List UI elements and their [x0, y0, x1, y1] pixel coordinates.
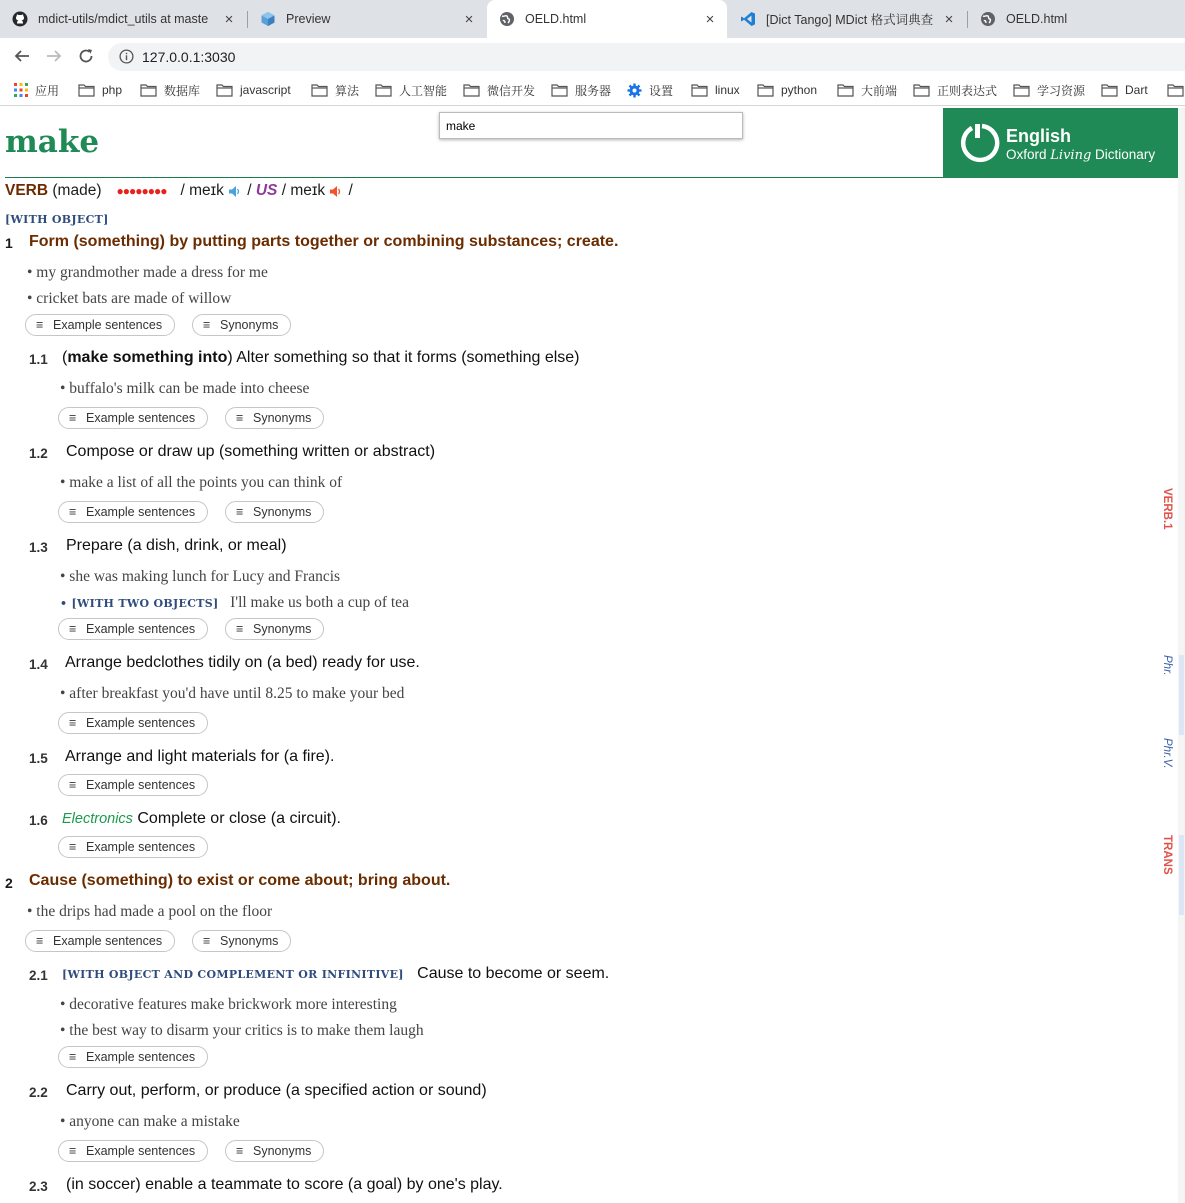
list-icon: ≡	[69, 411, 77, 425]
example-sentences-button[interactable]: ≡ Example sentences	[58, 1046, 208, 1068]
list-icon: ≡	[203, 318, 211, 332]
folder-icon	[1167, 83, 1184, 97]
pron-slash: /	[247, 182, 252, 199]
list-icon: ≡	[36, 934, 44, 948]
address-text[interactable]: 127.0.0.1:3030	[142, 49, 236, 65]
oxford-logo	[943, 108, 1178, 178]
bookmark-label: linux	[715, 83, 740, 97]
sense-number: 1	[5, 235, 13, 251]
scrollbar-marker	[1179, 655, 1184, 735]
sidenav-verb-1[interactable]: VERB.1	[1161, 488, 1173, 530]
example-text: • buffalo's milk can be made into cheese	[60, 380, 310, 397]
example-text: • the best way to disarm your critics is to make them laugh	[60, 1022, 424, 1039]
synonyms-button[interactable]: ≡ Synonyms	[225, 501, 324, 523]
bookmark-label: 应用	[35, 83, 60, 98]
bookmark-folder[interactable]	[837, 82, 897, 98]
tab-github[interactable]	[0, 0, 246, 38]
synonyms-button[interactable]: ≡ Synonyms	[192, 314, 291, 336]
example-text: • cricket bats are made of willow	[27, 290, 232, 307]
list-icon: ≡	[69, 1050, 77, 1064]
example-sentences-button[interactable]: ≡ Example sentences	[58, 618, 208, 640]
oxford-circle-icon	[958, 122, 1000, 164]
example-text: • my grandmother made a dress for me	[27, 264, 268, 281]
pron-us-label: US	[255, 182, 278, 199]
tab-oeld-2[interactable]	[968, 0, 1185, 38]
headword: make	[5, 124, 100, 160]
sense-number: 2.1	[29, 968, 48, 983]
example-sentences-button[interactable]: ≡ Example sentences	[58, 1140, 208, 1162]
synonyms-button[interactable]: ≡ Synonyms	[225, 1140, 324, 1162]
sense-number: 1.2	[29, 446, 48, 461]
list-icon: ≡	[69, 716, 77, 730]
synonyms-button[interactable]: ≡ Synonyms	[225, 618, 324, 640]
sense-definition: Form (something) by putting parts together or combining substances; create.	[29, 233, 619, 250]
bookmark-folder-overflow[interactable]	[1167, 82, 1185, 98]
bookmark-label: 人工智能	[399, 83, 448, 98]
example-text: • the drips had made a pool on the floor	[27, 903, 273, 920]
sense-number: 2.3	[29, 1179, 48, 1194]
list-icon: ≡	[69, 1144, 77, 1158]
sense-number: 1.1	[29, 352, 48, 367]
tab-oeld-active[interactable]	[487, 0, 727, 38]
tab-title: OELD.html	[1006, 12, 1068, 26]
bookmark-folder[interactable]	[140, 82, 200, 98]
cube-icon	[260, 11, 276, 27]
folder-icon	[837, 83, 854, 97]
folder-icon	[913, 83, 930, 97]
logo-english: English	[1006, 126, 1072, 146]
sense-definition: Electronics Complete or close (a circuit).	[62, 810, 341, 827]
bookmark-label: javascript	[240, 83, 291, 97]
bookmark-folder[interactable]	[1013, 82, 1085, 98]
list-icon: ≡	[69, 778, 77, 792]
list-icon: ≡	[69, 505, 77, 519]
tab-preview[interactable]	[248, 0, 486, 38]
sense-definition: (in soccer) enable a teammate to score (a goal) by one's play.	[66, 1176, 503, 1193]
tab-title: mdict-utils/mdict_utils at maste	[38, 12, 209, 26]
folder-icon	[140, 83, 157, 97]
folder-icon	[375, 83, 392, 97]
part-of-speech: VERB	[5, 182, 49, 199]
bookmark-folder[interactable]	[216, 82, 291, 98]
folder-icon	[78, 83, 95, 97]
speaker-us-icon[interactable]	[329, 185, 342, 198]
list-icon: ≡	[236, 505, 244, 519]
close-icon[interactable]: ×	[224, 10, 234, 28]
sense-definition: (make something into) Alter something so that it forms (something else)	[62, 349, 580, 366]
apps-grid-icon	[14, 83, 28, 97]
speaker-uk-icon[interactable]	[228, 185, 241, 198]
bookmark-apps[interactable]	[14, 82, 59, 98]
example-sentences-button[interactable]: ≡ Example sentences	[58, 407, 208, 429]
folder-icon	[1101, 83, 1118, 97]
sense-definition: Arrange and light materials for (a fire).	[65, 748, 335, 765]
example-sentences-button[interactable]: ≡ Example sentences	[58, 836, 208, 858]
bookmark-label: 算法	[335, 83, 360, 98]
list-icon: ≡	[236, 411, 244, 425]
bookmark-label: php	[102, 83, 123, 97]
bookmark-label: 设置	[649, 83, 674, 98]
list-icon: ≡	[236, 622, 244, 636]
bookmark-folder[interactable]	[311, 82, 359, 98]
synonyms-button[interactable]: ≡ Synonyms	[192, 930, 291, 952]
sense-number: 2.2	[29, 1085, 48, 1100]
bookmark-folder[interactable]	[78, 82, 122, 98]
bookmark-settings[interactable]	[627, 82, 673, 98]
folder-icon	[551, 83, 568, 97]
globe-icon	[980, 11, 996, 27]
address-bar[interactable]	[108, 43, 1185, 71]
grammar-label: [WITH OBJECT AND COMPLEMENT OR INFINITIVE]	[62, 968, 404, 981]
sense-definition: Cause (something) to exist or come about; bring about.	[29, 872, 451, 889]
sense-definition: Arrange bedclothes tidily on (a bed) ready for use.	[65, 654, 420, 671]
example-sentences-button[interactable]: ≡ Example sentences	[25, 314, 175, 336]
sense-definition: [WITH OBJECT AND COMPLEMENT OR INFINITIVE] Cause to become or seem.	[62, 965, 610, 982]
close-icon[interactable]: ×	[464, 10, 474, 28]
close-icon[interactable]: ×	[944, 10, 954, 28]
sidenav-translations[interactable]: TRANS	[1161, 835, 1173, 875]
back-arrow-icon[interactable]	[12, 46, 32, 66]
example-text: • anyone can make a mistake	[60, 1113, 240, 1130]
bookmark-folder[interactable]	[757, 82, 817, 98]
bookmark-folder[interactable]	[1101, 82, 1148, 98]
sense-number: 1.5	[29, 751, 48, 766]
list-icon: ≡	[203, 934, 211, 948]
globe-icon	[499, 11, 515, 27]
scrollbar-marker	[1179, 835, 1184, 915]
bookmark-folder[interactable]	[913, 82, 997, 98]
sense-definition: Carry out, perform, or produce (a specified action or sound)	[66, 1082, 487, 1099]
bookmark-folder[interactable]	[375, 82, 447, 98]
tab-title: Preview	[286, 12, 331, 26]
pos-line	[5, 182, 353, 200]
frequency-dots: ●●●●●●●●	[116, 184, 167, 198]
folder-icon	[463, 83, 480, 97]
header-rule	[5, 177, 943, 178]
list-icon: ≡	[36, 318, 44, 332]
example-text: • she was making lunch for Lucy and Francis	[60, 568, 341, 585]
folder-icon	[311, 83, 328, 97]
tab-dict-tango[interactable]	[728, 0, 966, 38]
list-icon: ≡	[69, 622, 77, 636]
example-sentences-button[interactable]: ≡ Example sentences	[58, 774, 208, 796]
github-icon	[12, 11, 28, 27]
inflection: (made)	[52, 182, 102, 199]
close-icon[interactable]: ×	[705, 10, 715, 28]
bookmark-label: 学习资源	[1037, 83, 1086, 98]
sense-number: 2	[5, 875, 13, 891]
sense-definition: Prepare (a dish, drink, or meal)	[66, 537, 287, 554]
bookmark-folder[interactable]	[691, 82, 740, 98]
tab-title: [Dict Tango] MDict 格式词典查	[766, 13, 934, 27]
gear-icon	[627, 83, 642, 98]
folder-icon	[216, 83, 233, 97]
example-with-grammar: • [WITH TWO OBJECTS] I'll make us both a cup of tea	[60, 594, 409, 611]
search-input[interactable]	[439, 112, 743, 139]
sidenav-phrasal-verbs[interactable]: Phr.V.	[1161, 738, 1173, 769]
sense-number: 1.6	[29, 813, 48, 828]
example-text: • decorative features make brickwork more interesting	[60, 996, 397, 1013]
bookmark-label: 正则表达式	[937, 83, 998, 98]
folder-icon	[757, 83, 774, 97]
pron-us: / meɪk	[281, 182, 326, 199]
bookmark-label: 大前端	[861, 83, 898, 98]
bookmark-label: 数据库	[164, 83, 201, 98]
example-text: • after breakfast you'd have until 8.25 to make your bed	[60, 685, 405, 702]
folder-icon	[1013, 83, 1030, 97]
example-text: • make a list of all the points you can think of	[60, 474, 343, 491]
bookmark-folder[interactable]	[551, 82, 611, 98]
example-sentences-button[interactable]: ≡ Example sentences	[58, 501, 208, 523]
info-icon[interactable]	[119, 49, 134, 69]
domain-label: Electronics	[62, 811, 133, 827]
reload-icon[interactable]	[76, 46, 96, 66]
bookmark-label: Dart	[1125, 83, 1148, 97]
vscode-icon	[740, 11, 756, 27]
pron-uk: / meɪk	[180, 182, 224, 199]
grammar-label: [WITH OBJECT]	[5, 213, 109, 226]
forward-arrow-icon[interactable]	[44, 46, 64, 66]
list-icon: ≡	[236, 1144, 244, 1158]
bookmark-folder[interactable]	[463, 82, 535, 98]
list-icon: ≡	[69, 840, 77, 854]
sense-definition: Compose or draw up (something written or abstract)	[66, 443, 436, 460]
sidenav-phrases[interactable]: Phr.	[1161, 655, 1173, 676]
synonyms-button[interactable]: ≡ Synonyms	[225, 407, 324, 429]
bookmark-label: 服务器	[575, 83, 612, 98]
bookmark-label: 微信开发	[487, 83, 536, 98]
example-sentences-button[interactable]: ≡ Example sentences	[58, 712, 208, 734]
logo-subtitle: Oxford Living Dictionary	[1006, 147, 1156, 163]
tab-title: OELD.html	[525, 12, 587, 26]
example-sentences-button[interactable]: ≡ Example sentences	[25, 930, 175, 952]
sense-number: 1.3	[29, 540, 48, 555]
folder-icon	[691, 83, 708, 97]
bookmark-label: python	[781, 83, 818, 97]
pron-slash: /	[348, 182, 353, 199]
sense-number: 1.4	[29, 657, 48, 672]
